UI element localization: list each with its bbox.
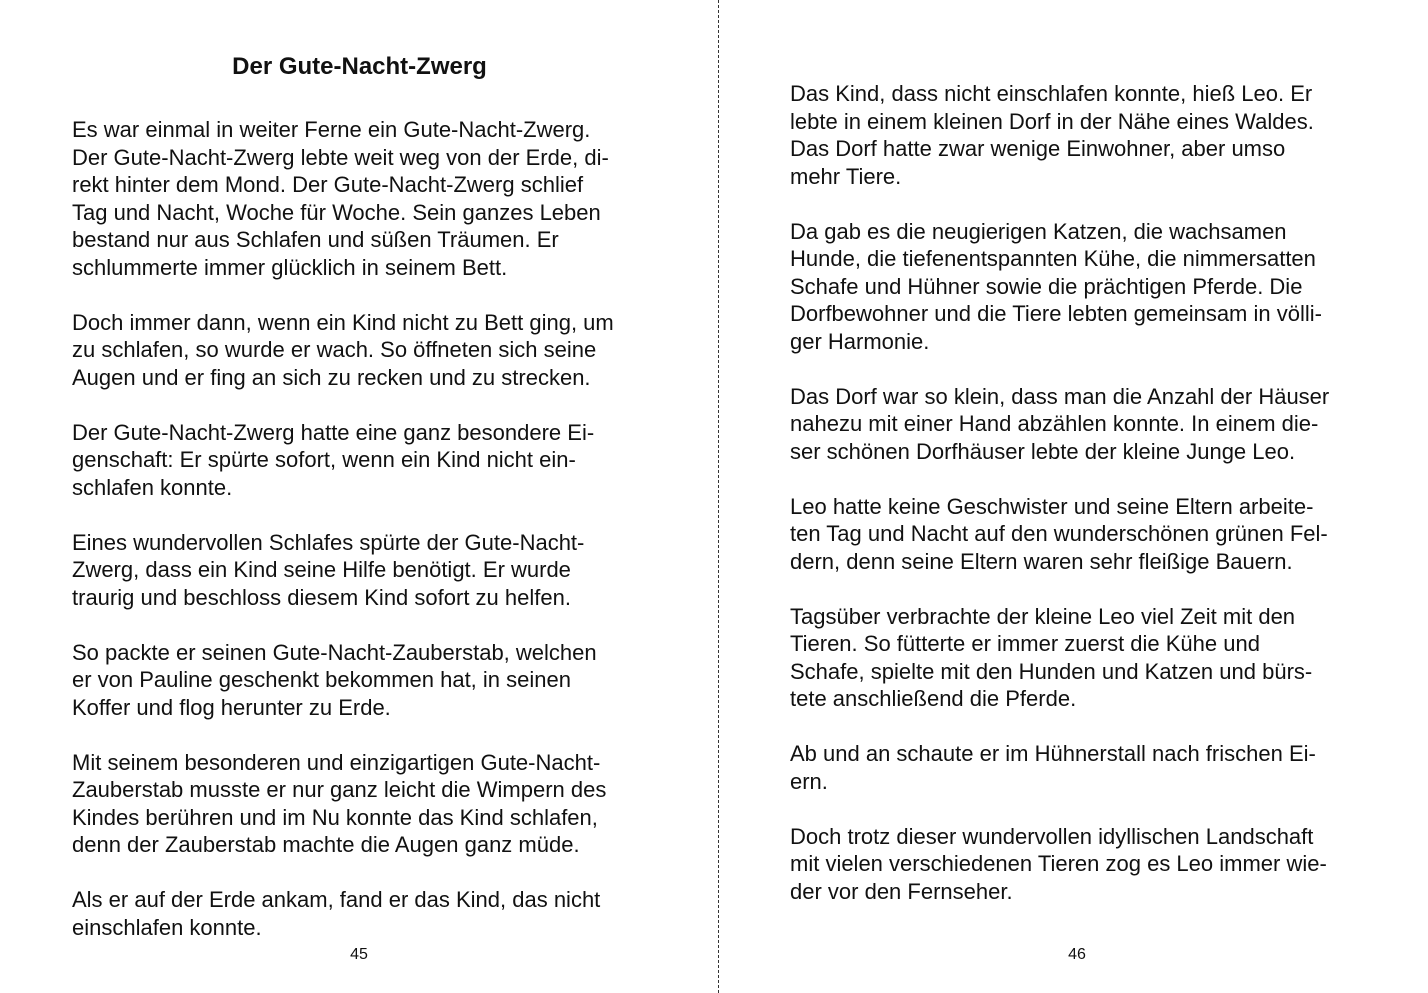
left-page-text (72, 116, 647, 969)
paragraph: Leo hatte keine Geschwister und seine Eltern arbeite- ten Tag und Nacht auf den wunderschönen grünen Fel- dern, denn seine Eltern waren sehr fleißige Bauern. (790, 493, 1328, 574)
paragraph: Es war einmal in weiter Ferne ein Gute-Nacht-Zwerg. Der Gute-Nacht-Zwerg lebte weit weg von der Erde, di- rekt hinter dem Mond. Der Gute-Nacht-Zwerg schlief Tag und Nacht, Woche für Woche. Sein ganzes Leben bestand nur aus Schlafen und süßen Träumen. Er schlummerte immer glücklich in seinem Bett. (72, 117, 609, 280)
paragraph: Das Dorf war so klein, dass man die Anzahl der Häuser nahezu mit einer Hand abzählen konnte. In einem die- ser schönen Dorfhäuser lebte der kleine Junge Leo. (790, 383, 1330, 464)
story-title: Der Gute-Nacht-Zwerg (232, 53, 487, 80)
paragraph: Eines wundervollen Schlafes spürte der Gute-Nacht- Zwerg, dass ein Kind seine Hilfe benötigt. Er wurde traurig und beschloss diesem Kind sofort zu helfen. (72, 529, 585, 610)
right-page-text (790, 80, 1365, 933)
page-divider (718, 0, 719, 993)
paragraph: Das Kind, dass nicht einschlafen konnte, hieß Leo. Er lebte in einem kleinen Dorf in der Nähe eines Waldes. Das Dorf hatte zwar wenige Einwohner, aber umso mehr Tiere. (790, 81, 1314, 189)
paragraph: So packte er seinen Gute-Nacht-Zauberstab, welchen er von Pauline geschenkt bekommen hat, in seinen Koffer und flog herunter zu Erde. (72, 639, 597, 720)
page-number-left: 45 (350, 946, 368, 963)
paragraph: Als er auf der Erde ankam, fand er das Kind, das nicht einschlafen konnte. (72, 887, 601, 940)
paragraph: Da gab es die neugierigen Katzen, die wachsamen Hunde, die tiefenentspannten Kühe, die nimmersatten Schafe und Hühner sowie die prächtigen Pferde. Die Dorfbewohner und die Tiere lebten gemeinsam in völli- ger Harmonie. (790, 218, 1322, 354)
paragraph: Doch immer dann, wenn ein Kind nicht zu Bett ging, um zu schlafen, so wurde er wach. So öffneten sich seine Augen und er fing an sich zu recken und zu strecken. (72, 309, 614, 390)
paragraph: Der Gute-Nacht-Zwerg hatte eine ganz besondere Ei- genschaft: Er spürte sofort, wenn ein Kind nicht ein- schlafen konnte. (72, 419, 595, 500)
paragraph: Ab und an schaute er im Hühnerstall nach frischen Ei- ern. (790, 741, 1316, 794)
page-number-right: 46 (1068, 946, 1086, 963)
right-page (720, 0, 1428, 993)
paragraph: Doch trotz dieser wundervollen idyllischen Landschaft mit vielen verschiedenen Tieren zog es Leo immer wie- der vor den Fernseher. (790, 823, 1327, 904)
paragraph: Tagsüber verbrachte der kleine Leo viel Zeit mit den Tieren. So fütterte er immer zuerst die Kühe und Schafe, spielte mit den Hunden und Katzen und bürs- tete anschließend die Pferde. (790, 603, 1313, 711)
paragraph: Mit seinem besonderen und einzigartigen Gute-Nacht- Zauberstab musste er nur ganz leicht die Wimpern des Kindes berühren und im Nu konnte das Kind schlafen, denn der Zauberstab machte die Augen ganz müde. (72, 749, 607, 857)
